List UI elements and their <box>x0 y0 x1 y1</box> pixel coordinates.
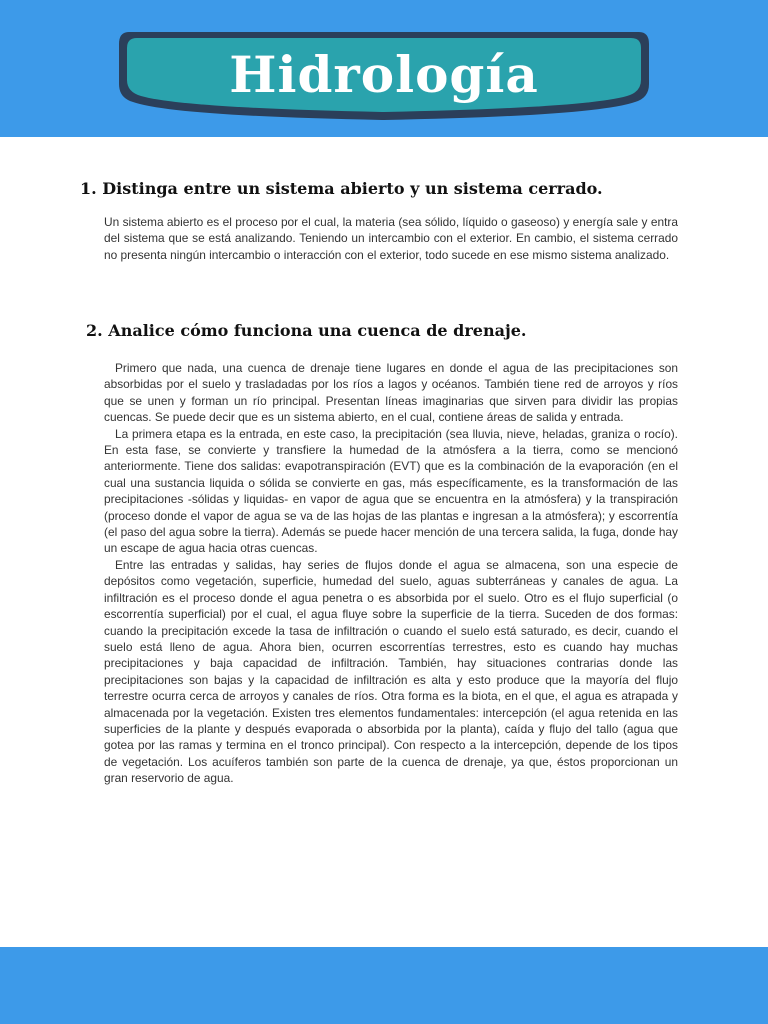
answer-1-paragraph: Un sistema abierto es el proceso por el cual, la materia (sea sólido, líquido o gaseoso) y energía sale y entra del sistema que se está analizando. Teniendo un intercambio con el exterior. En cambio, el sistema cerrado no presenta ningún intercambio o interacción con el exterior, todo sucede en ese mismo sistema analizado. <box>104 215 678 262</box>
answer-2 <box>104 360 678 787</box>
page-title: Hidrología <box>229 45 539 104</box>
question-2-heading: 2. Analice cómo funciona una cuenca de drenaje. <box>86 321 527 340</box>
question-1-heading: 1. Distinga entre un sistema abierto y un sistema cerrado. <box>80 179 603 198</box>
answer-2-paragraph-2: La primera etapa es la entrada, en este caso, la precipitación (sea lluvia, nieve, heladas, graniza o rocío). En esta fase, se convierte y transfiere la humedad de la atmósfera a la tierra, como se mencionó anteriormente. Tiene dos salidas: evapotranspiración (EVT) que es la combinación de la evaporación (en el cual una sustancia liquida o sólida se convierte en gas, más específicamente, es la transformación de las precipitaciones -sólidas y liquidas- en vapor de agua que se encuentra en la atmósfera) y la transpiración (proceso donde el vapor de agua se va de las hojas de las plantas e ingresan a la atmósfera); y escorrentía (el paso del agua sobre la tierra). Además se puede hacer mención de una tercera salida, la fuga, donde hay un escape de agua hacia otras cuencas. <box>104 426 678 556</box>
answer-1 <box>104 214 678 263</box>
title-banner <box>115 28 653 124</box>
answer-2-paragraph-1: Primero que nada, una cuenca de drenaje tiene lugares en donde el agua de las precipitaciones son absorbidas por el suelo y trasladadas por los ríos a lagos y océanos. También tiene red de arroyos y ríos que se unen y forman un río principal. Presentan líneas imaginarias que sirven para dividir las propias cuencas. Se puede decir que es un sistema abierto, en el cual, contiene áreas de salida y entrada. <box>104 361 678 425</box>
footer-band <box>0 947 768 1024</box>
answer-2-paragraph-3: Entre las entradas y salidas, hay series de flujos donde el agua se almacena, son una especie de depósitos como vegetación, superficie, humedad del suelo, aguas subterráneas y canales de agua. La infiltración es el proceso donde el agua penetra o es absorbida por el suelo. Otro es el flujo superficial (o escorrentía superficial) por el cual, el agua fluye sobre la superficie de la tierra. Suceden de dos formas: cuando la precipitación excede la tasa de infiltración o cuando el suelo está saturado, es decir, cuando el suelo está lleno de agua. Ahora bien, ocurren escorrentías terrestres, esto es cuando hay muchas precipitaciones y baja capacidad de infiltración. También, hay situaciones contrarias donde las precipitaciones son bajas y la capacidad de infiltración es alta y esto produce que la mayoría del flujo terrestre ocurra cerca de arroyos y canales de ríos. Otra forma es la biota, en el que, el agua es atrapada y almacenada por la vegetación. Existen tres elementos fundamentales: intercepción (el agua retenida en las superficies de la plante y después evaporada o absorbida por la planta), caída y flujo del tallo (agua que gotea por las ramas y termina en el tronco principal). Con respecto a la intercepción, depende de los tipos de vegetación. Los acuíferos también son parte de la cuenca de drenaje, ya que, éstos proporcionan un gran reservorio de agua. <box>104 557 678 786</box>
